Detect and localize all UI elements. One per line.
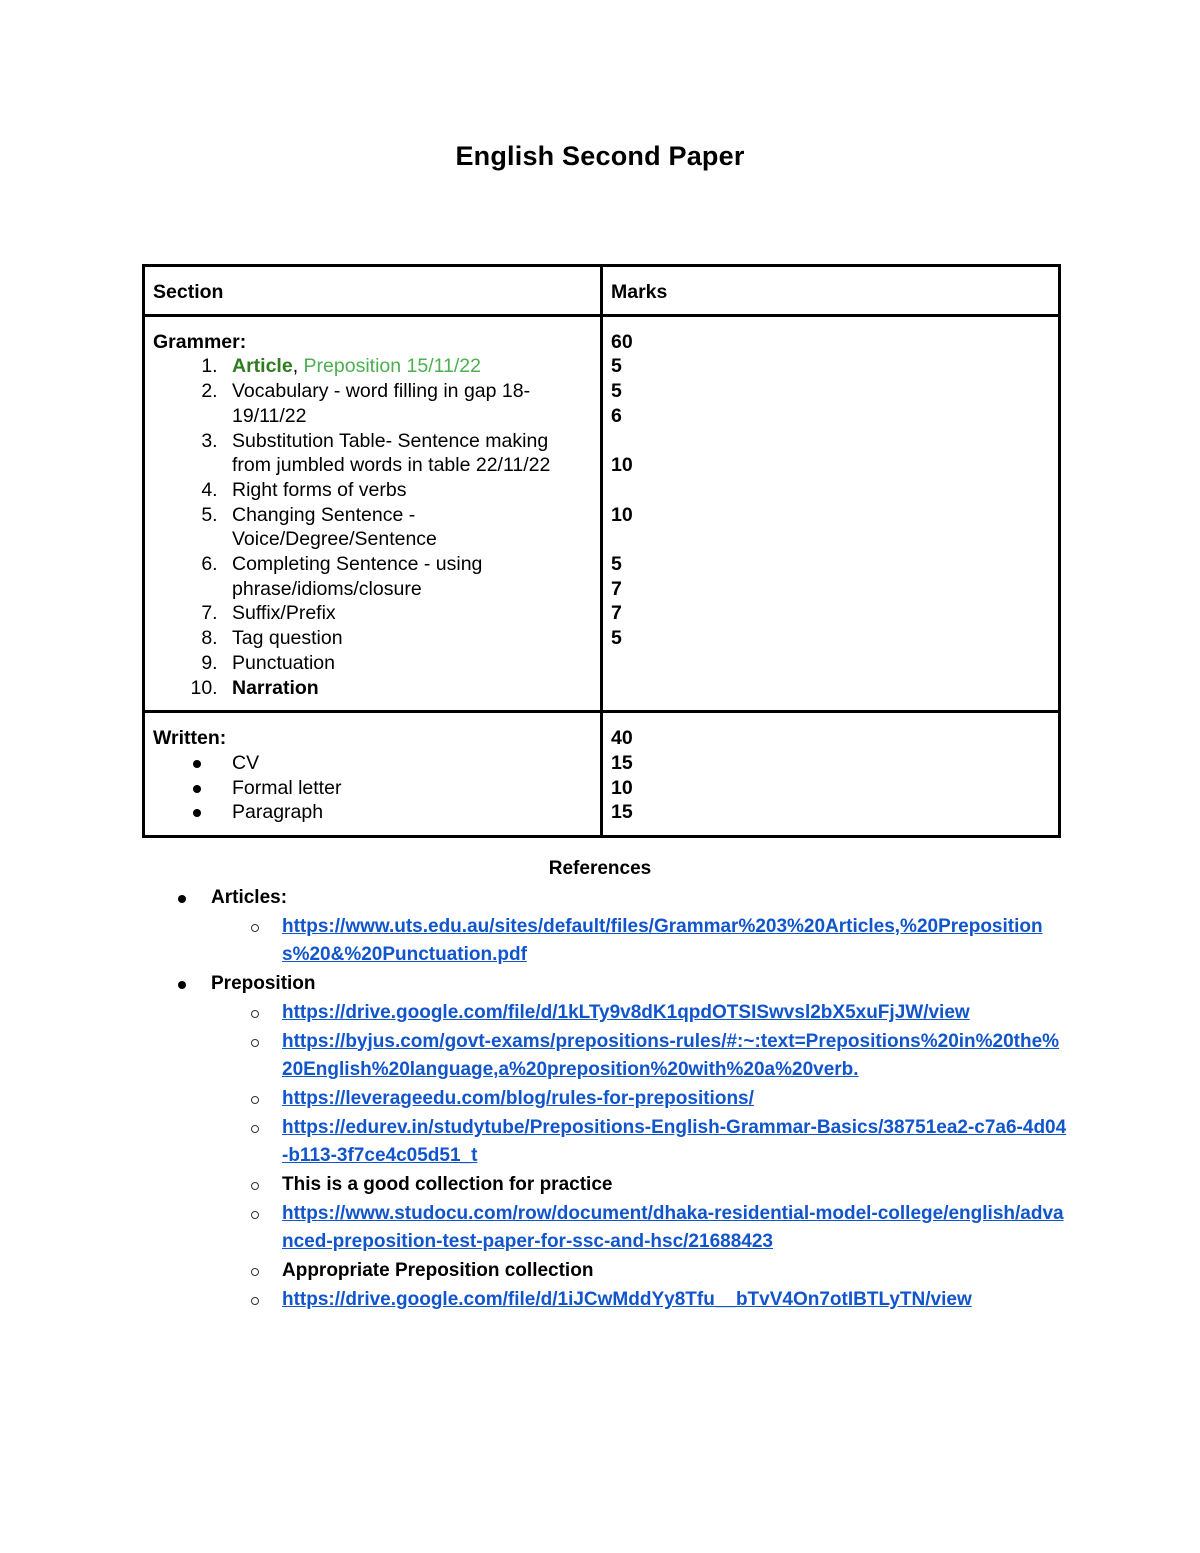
list-item: 4. Right forms of verbs	[223, 478, 592, 503]
marks-value: 5	[611, 355, 622, 378]
studocu-link[interactable]: https://www.studocu.com/row/document/dhaka-residential-model-college/english/advanced-preposition-test-paper-for-ssc-and-hsc/21688423	[282, 1202, 1064, 1253]
list-item: Paragraph	[223, 800, 592, 825]
grammar-list	[153, 354, 592, 700]
preposition-category: Preposition	[142, 970, 1067, 999]
list-item	[223, 354, 592, 379]
list-item: Formal letter	[223, 776, 592, 801]
written-list	[153, 751, 592, 825]
marks-value: 10	[611, 454, 633, 477]
written-marks-cell	[602, 712, 1060, 837]
collection-note: Appropriate Preposition collection	[142, 1257, 1067, 1286]
practice-note: This is a good collection for practice	[142, 1171, 1067, 1200]
article-label: Article	[232, 355, 293, 378]
marks-value: 10	[611, 776, 633, 799]
list-item: 6. Completing Sentence - using phrase/idioms/closure	[223, 552, 592, 601]
marks-value: 10	[611, 503, 633, 526]
marks-header: Marks	[602, 266, 1060, 316]
grammar-row	[144, 315, 1060, 712]
marks-value: 15	[611, 801, 633, 824]
articles-category: Articles:	[142, 884, 1067, 913]
list-item	[142, 1114, 1067, 1171]
marks-value: 7	[611, 602, 622, 625]
preposition-label: Preposition 15/11/22	[303, 355, 481, 378]
list-item: 2. Vocabulary - word filling in gap 18-19/11/22	[223, 379, 592, 428]
grammar-heading: Grammer:	[153, 330, 247, 353]
written-heading: Written:	[153, 727, 227, 750]
edurev-link[interactable]: https://edurev.in/studytube/Prepositions-English-Grammar-Basics/38751ea2-c7a6-4d04-b113-3f7ce4c05d51_t	[282, 1116, 1067, 1167]
drive-link-2[interactable]: https://drive.google.com/file/d/1iJCwMddYy8Tfu__bTvV4On7otIBTLyTN/view	[282, 1288, 972, 1310]
list-item	[142, 1286, 1067, 1315]
byjus-link[interactable]: https://byjus.com/govt-exams/prepositions-rules/#:~:text=Prepositions%20in%20the%20English%20language,a%20preposition%20with%20a%20verb.	[282, 1030, 1060, 1081]
table-header-row	[144, 266, 1060, 316]
list-item	[142, 1085, 1067, 1114]
list-item: 5. Changing Sentence - Voice/Degree/Sentence	[223, 503, 592, 552]
marks-value: 5	[611, 553, 622, 576]
grammar-section-cell	[144, 315, 602, 712]
list-item: 8. Tag question	[223, 626, 592, 651]
marks-value: 7	[611, 577, 622, 600]
section-header: Section	[144, 266, 602, 316]
list-item: CV	[223, 751, 592, 776]
marks-value: 6	[611, 404, 622, 427]
references-list	[142, 884, 1067, 1315]
marks-value: 5	[611, 627, 622, 650]
drive-link-1[interactable]: https://drive.google.com/file/d/1kLTy9v8dK1qpdOTSISwvsl2bX5xuFjJW/view	[282, 1001, 970, 1023]
marks-value: 60	[611, 330, 633, 353]
marks-value: 5	[611, 380, 622, 403]
marks-value	[611, 429, 1050, 454]
articles-link[interactable]: https://www.uts.edu.au/sites/default/files/Grammar%203%20Articles,%20Prepositions%20&%20Punctuation.pdf	[282, 915, 1043, 966]
references-title: References	[548, 858, 652, 879]
marks-value: 15	[611, 751, 633, 774]
marks-value	[611, 478, 1050, 503]
marks-value: 40	[611, 727, 633, 750]
list-item: 10. Narration	[223, 676, 592, 701]
marks-value	[611, 527, 1050, 552]
list-item: 7. Suffix/Prefix	[223, 601, 592, 626]
list-item: 3. Substitution Table- Sentence making from jumbled words in table 22/11/22	[223, 429, 592, 478]
leverageedu-link[interactable]: https://leverageedu.com/blog/rules-for-prepositions/	[282, 1087, 754, 1109]
list-item	[142, 999, 1067, 1028]
written-section-cell	[144, 712, 602, 837]
list-item	[142, 1200, 1067, 1257]
item-separator: ,	[292, 355, 304, 378]
marks-table	[142, 264, 1061, 838]
written-row	[144, 712, 1060, 837]
list-item	[142, 913, 1067, 970]
grammar-marks-cell	[602, 315, 1060, 712]
document-title: English Second Paper	[455, 141, 745, 171]
list-item	[142, 1028, 1067, 1085]
list-item: 9. Punctuation	[223, 651, 592, 676]
